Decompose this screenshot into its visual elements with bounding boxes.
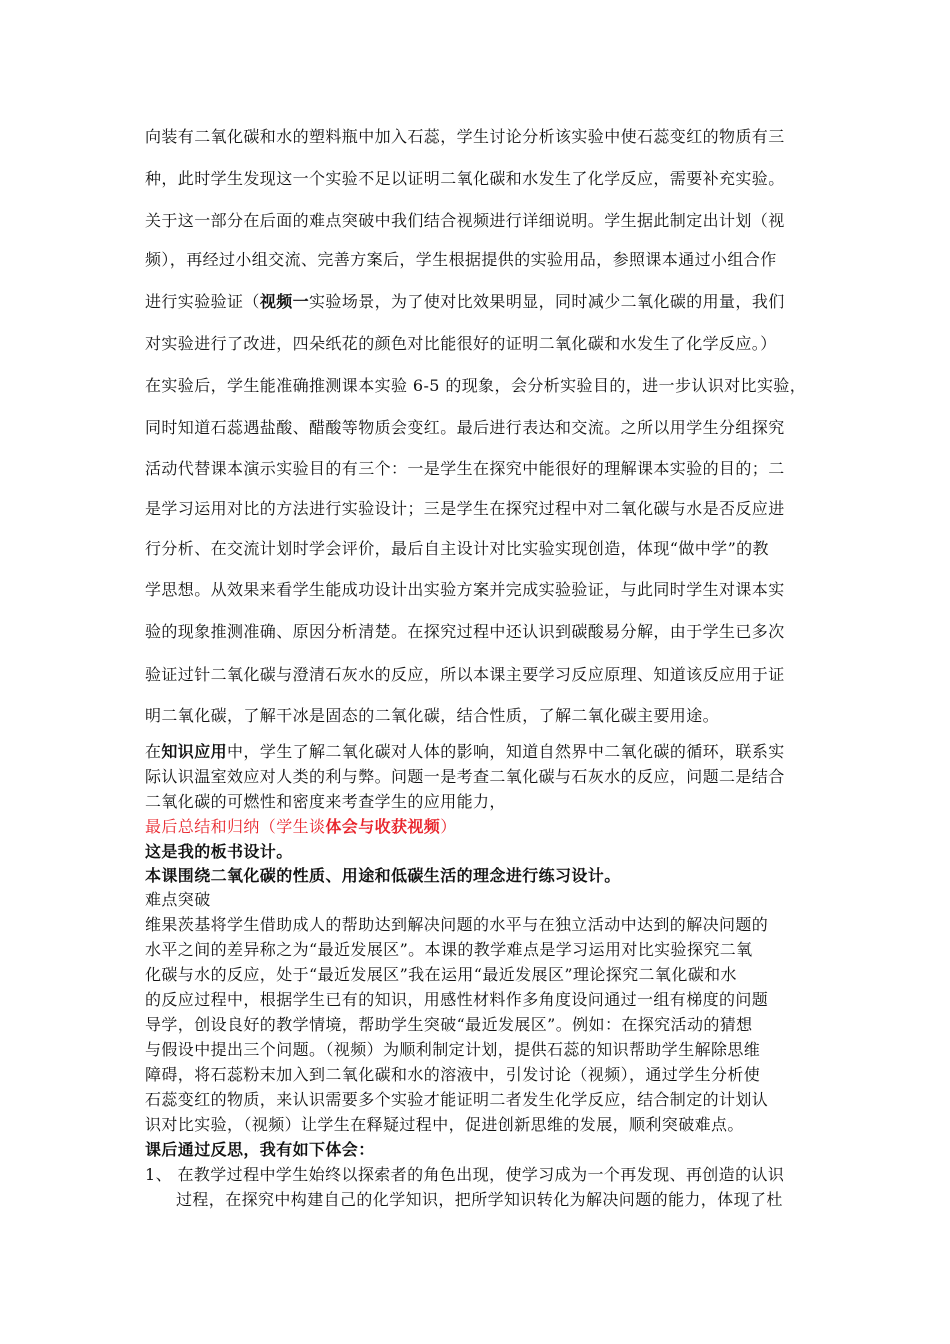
- paragraph-line: 行分析、在交流计划时学会评价，最后自主设计对比实验实现创造，体现“做中学”的教: [145, 539, 769, 558]
- paragraph-line: 关于这一部分在后面的难点突破中我们结合视频进行详细说明。学生据此制定出计划（视: [145, 211, 785, 230]
- paragraph-line: 验证过针二氧化碳与澄清石灰水的反应，所以本课主要学习反应原理、知道该反应用于证: [145, 665, 785, 684]
- paragraph-line: 明二氧化碳，了解干冰是固态的二氧化碳，结合性质，了解二氧化碳主要用途。: [145, 706, 720, 725]
- paragraph-line: 识对比实验，（视频）让学生在释疑过程中，促进创新思维的发展，顺利突破难点。: [145, 1115, 744, 1134]
- text-run: 中，学生了解二氧化碳对人体的影响，知道自然界中二氧化碳的循环，联系实: [227, 742, 785, 761]
- summary-line: [145, 817, 825, 837]
- list-item: 1、 在教学过程中学生始终以探索者的角色出现，使学习成为一个再发现、再创造的认识: [145, 1165, 785, 1184]
- paragraph-line: 活动代替课本演示实验目的有三个：一是学生在探究中能很好的理解课本实验的目的；二: [145, 459, 785, 478]
- paragraph-line: 学思想。从效果来看学生能成功设计出实验方案并完成实验验证，与此同时学生对课本实: [145, 580, 785, 599]
- paragraph-line: 导学，创设良好的教学情境，帮助学生突破“最近发展区”。例如：在探究活动的猜想: [145, 1015, 753, 1034]
- paragraph-line: 维果茨基将学生借助成人的帮助达到解决问题的水平与在独立活动中达到的解决问题的: [145, 915, 769, 934]
- exercise-design-line: 本课围绕二氧化碳的性质、用途和低碳生活的理念进行练习设计。: [145, 866, 621, 885]
- list-item-continuation: 过程，在探究中构建自己的化学知识，把所学知识转化为解决问题的能力，体现了杜: [176, 1190, 783, 1209]
- text-run: 在: [145, 742, 162, 761]
- reflection-heading: 课后通过反思，我有如下体会：: [145, 1140, 375, 1159]
- knowledge-application-label: 知识应用: [161, 742, 228, 761]
- difficulty-heading: 难点突破: [145, 890, 211, 909]
- text-run: 最后总结和归纳（学生谈: [145, 817, 326, 836]
- paragraph-line: 际认识温室效应对人类的利与弊。问题一是考查二氧化碳与石灰水的反应，问题二是结合: [145, 767, 785, 786]
- paragraph-line: 向装有二氧化碳和水的塑料瓶中加入石蕊，学生讨论分析该实验中使石蕊变红的物质有三: [145, 127, 785, 146]
- paragraph-line: 种，此时学生发现这一个实验不足以证明二氧化碳和水发生了化学反应，需要补充实验。: [145, 169, 785, 188]
- text-run: 进行实验验证（: [145, 292, 260, 311]
- paragraph-line: 是学习运用对比的方法进行实验设计；三是学生在探究过程中对二氧化碳与水是否反应进: [145, 499, 785, 518]
- paragraph-line: 与假设中提出三个问题。（视频）为顺利制定计划，提供石蕊的知识帮助学生解除思维: [145, 1040, 761, 1059]
- text-run: ）: [440, 817, 457, 836]
- video-one-label: 视频一: [259, 292, 310, 311]
- paragraph-line: 石蕊变红的物质，来认识需要多个实验才能证明二者发生化学反应，结合制定的计划认: [145, 1090, 769, 1109]
- paragraph-line: 二氧化碳的可燃性和密度来考查学生的应用能力，: [145, 792, 506, 811]
- paragraph-line: 水平之间的差异称之为“最近发展区”。本课的教学难点是学习运用对比实验探究二氧: [145, 940, 753, 959]
- board-design-line: 这是我的板书设计。: [145, 842, 293, 861]
- paragraph-line: 频），再经过小组交流、完善方案后，学生根据提供的实验用品，参照课本通过小组合作: [145, 250, 777, 269]
- paragraph-line: 验的现象推测准确、原因分析清楚。在探究过程中还认识到碳酸易分解，由于学生已多次: [145, 622, 785, 641]
- paragraph-line: [145, 292, 825, 312]
- text-run: 实验场景，为了使对比效果明显，同时减少二氧化碳的用量，我们: [309, 292, 785, 311]
- paragraph-line: 在实验后，学生能准确推测课本实验 6-5 的现象，会分析实验目的，进一步认识对比实验，: [145, 376, 807, 395]
- paragraph-line: [145, 742, 825, 762]
- paragraph-line: 化碳与水的反应，处于“最近发展区”我在运用“最近发展区”理论探究二氧化碳和水: [145, 965, 737, 984]
- paragraph-line: 的反应过程中，根据学生已有的知识，用感性材料作多角度设问通过一组有梯度的问题: [145, 990, 769, 1009]
- paragraph-line: 对实验进行了改进，四朵纸花的颜色对比能很好的证明二氧化碳和水发生了化学反应。）: [145, 334, 777, 353]
- summary-video-label: 体会与收获视频: [325, 817, 441, 836]
- paragraph-line: 障碍，将石蕊粉末加入到二氧化碳和水的溶液中，引发讨论（视频），通过学生分析使: [145, 1065, 761, 1084]
- paragraph-line: 同时知道石蕊遇盐酸、醋酸等物质会变红。最后进行表达和交流。之所以用学生分组探究: [145, 418, 785, 437]
